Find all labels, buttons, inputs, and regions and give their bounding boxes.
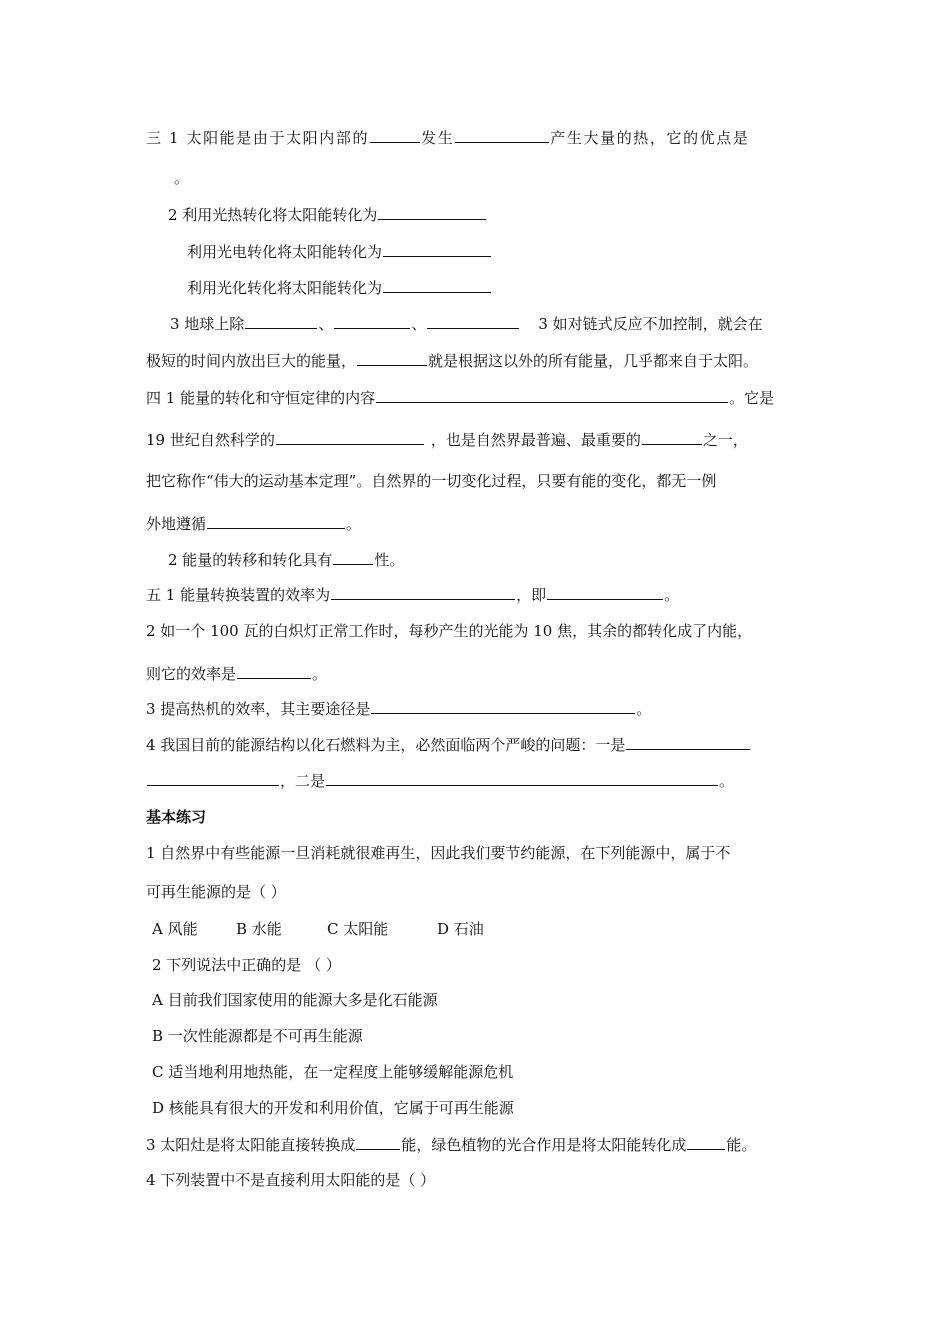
s3-q3-line-1 xyxy=(170,313,763,334)
s5-q4-line-1 xyxy=(146,734,751,755)
s3-q1-line xyxy=(146,127,750,148)
s5-q1-blank-2[interactable] xyxy=(547,584,663,600)
s5-q4-blank-2[interactable] xyxy=(147,770,279,786)
s3-q3-text-d: 就是根据这以外的所有能量，几乎都来自于太阳。 xyxy=(428,352,759,370)
s5-q2-text-b: 则它的效率是 xyxy=(146,665,237,683)
s5-q4-text-a: 4 我国目前的能源结构以化石燃料为主，必然面临两个严峻的问题：一是 xyxy=(146,736,626,754)
s3-q3-blank-3[interactable] xyxy=(427,313,519,329)
s3-q2-line-3 xyxy=(187,277,492,298)
s3-q3-sep-2: 、 xyxy=(411,315,427,333)
s5-q2-blank[interactable] xyxy=(237,663,311,679)
practice-q3-blank-2[interactable] xyxy=(687,1134,725,1150)
s5-q3-text-b: 。 xyxy=(636,700,652,718)
s5-q2-line-1 xyxy=(146,621,752,641)
practice-q1-line-2: 可再生能源的是（ ） xyxy=(146,883,286,901)
practice-q3-line xyxy=(146,1134,756,1155)
s5-q2-text-a: 2 如一个 100 瓦的白炽灯正常工作时，每秒产生的光能为 10 焦，其余的都转化成了内能， xyxy=(146,622,753,640)
s3-q1-text-c: 产生大量的热，它的优点是 xyxy=(550,129,750,147)
s3-q3-text-c: 极短的时间内放出巨大的能量， xyxy=(146,352,357,370)
s4-q1-line-2 xyxy=(146,429,748,450)
s4-q2-blank[interactable] xyxy=(333,549,373,565)
s4-q1-blank-3[interactable] xyxy=(642,429,702,445)
practice-q3-text-b: 能，绿色植物的光合作用是将太阳能转化成 xyxy=(401,1136,687,1154)
s3-q1-text-b: 发生 xyxy=(421,129,455,147)
s3-q2-text-b: 利用光电转化将太阳能转化为 xyxy=(187,243,383,261)
s3-q3-blank-1[interactable] xyxy=(245,313,317,329)
s3-q1-text-a: 三 1 太阳能是由于太阳内部的 xyxy=(146,129,370,147)
s5-q1-line xyxy=(146,584,679,605)
practice-q3-text-c: 能。 xyxy=(726,1136,757,1154)
s5-q3-line xyxy=(146,698,651,719)
s5-q4-blank-3[interactable] xyxy=(326,770,718,786)
practice-q1-option-c[interactable]: C 太阳能 xyxy=(327,920,389,938)
s4-q1-text-e: 之一， xyxy=(702,431,748,449)
s4-q1-text-a: 四 1 能量的转化和守恒定律的内容 xyxy=(146,389,376,407)
practice-q2-line: 2 下列说法中正确的是 （ ） xyxy=(152,956,341,974)
s3-q2-blank-2[interactable] xyxy=(383,241,491,257)
s4-q1-text-d: ，也是自然界最普遍、最重要的 xyxy=(430,431,641,449)
s3-q3-blank-2[interactable] xyxy=(334,313,410,329)
s4-q1-text-g: 外地遵循 xyxy=(146,515,207,533)
s4-q1-line-3 xyxy=(146,471,716,491)
s5-q1-blank-1[interactable] xyxy=(331,584,515,600)
practice-q2-option-a[interactable]: A 目前我们国家使用的能源大多是化石能源 xyxy=(152,991,438,1009)
s5-q1-text-b: ，即 xyxy=(516,586,547,604)
practice-q1-option-b[interactable]: B 水能 xyxy=(236,920,282,938)
s5-q4-text-c: 。 xyxy=(719,772,735,790)
s3-q2-line-2 xyxy=(187,241,492,262)
s3-q1-blank-1[interactable] xyxy=(370,127,420,143)
s4-q1-line-1 xyxy=(146,387,774,408)
s4-q1-text-f: 把它称作“伟大的运动基本定理”。自然界的一切变化过程，只要有能的变化，都无一例 xyxy=(146,472,717,490)
practice-q3-text-a: 3 太阳灶是将太阳能直接转换成 xyxy=(146,1136,356,1154)
s3-q2-blank-3[interactable] xyxy=(383,277,491,293)
s5-q4-line-2 xyxy=(146,770,734,791)
s3-q2-line-1 xyxy=(168,204,487,225)
s3-q3-text-a: 3 地球上除 xyxy=(170,315,245,333)
practice-q1-option-a[interactable]: A 风能 xyxy=(152,920,198,938)
s4-q1-blank-2[interactable] xyxy=(276,429,424,445)
s4-q1-blank-4[interactable] xyxy=(207,513,345,529)
s3-q2-text-a: 2 利用光热转化将太阳能转化为 xyxy=(168,206,378,224)
s3-q1-blank-2[interactable] xyxy=(455,127,549,143)
s3-q3-text-b: 3 如对链式反应不加控制，就会在 xyxy=(538,315,763,333)
s3-q3-sep-1: 、 xyxy=(318,315,334,333)
s4-q2-text-b: 性。 xyxy=(374,551,405,569)
practice-q4-line: 4 下列装置中不是直接利用太阳能的是（ ） xyxy=(146,1171,436,1189)
s3-q3-line-2 xyxy=(146,350,758,371)
s4-q1-line-4 xyxy=(146,513,361,534)
s3-q2-text-c: 利用光化转化将太阳能转化为 xyxy=(187,279,383,297)
s4-q2-line xyxy=(168,549,404,570)
practice-q1-option-d[interactable]: D 石油 xyxy=(437,920,484,938)
s5-q4-text-b: ，二是 xyxy=(280,772,326,790)
s4-q1-blank-1[interactable] xyxy=(376,387,728,403)
s5-q3-blank[interactable] xyxy=(371,698,635,714)
s5-q2-text-c: 。 xyxy=(312,665,328,683)
s4-q2-text-a: 2 能量的转移和转化具有 xyxy=(168,551,333,569)
practice-q2-option-b[interactable]: B 一次性能源都是不可再生能源 xyxy=(152,1027,363,1045)
s5-q4-blank-1[interactable] xyxy=(626,734,750,750)
practice-q1-line-1: 1 自然界中有些能源一旦消耗就很难再生，因此我们要节约能源，在下列能源中，属于不 xyxy=(146,844,731,862)
s4-q1-text-b: 。它是 xyxy=(729,389,775,407)
practice-q3-blank-1[interactable] xyxy=(356,1134,400,1150)
s3-q2-blank-1[interactable] xyxy=(378,204,486,220)
s5-q2-line-2 xyxy=(146,663,327,684)
s3-q3-blank-4[interactable] xyxy=(357,350,427,366)
s5-q3-text-a: 3 提高热机的效率，其主要途径是 xyxy=(146,700,371,718)
s4-q1-text-h: 。 xyxy=(346,515,362,533)
s5-q1-text-c: 。 xyxy=(664,586,680,604)
practice-heading: 基本练习 xyxy=(146,808,207,826)
s4-q1-text-c: 19 世纪自然科学的 xyxy=(146,431,275,449)
practice-q2-option-d[interactable]: D 核能具有很大的开发和利用价值，它属于可再生能源 xyxy=(152,1099,514,1117)
practice-q2-option-c[interactable]: C 适当地利用地热能，在一定程度上能够缓解能源危机 xyxy=(152,1063,514,1081)
s5-q1-text-a: 五 1 能量转换装置的效率为 xyxy=(146,586,331,604)
s3-q1-end: 。 xyxy=(174,169,190,187)
